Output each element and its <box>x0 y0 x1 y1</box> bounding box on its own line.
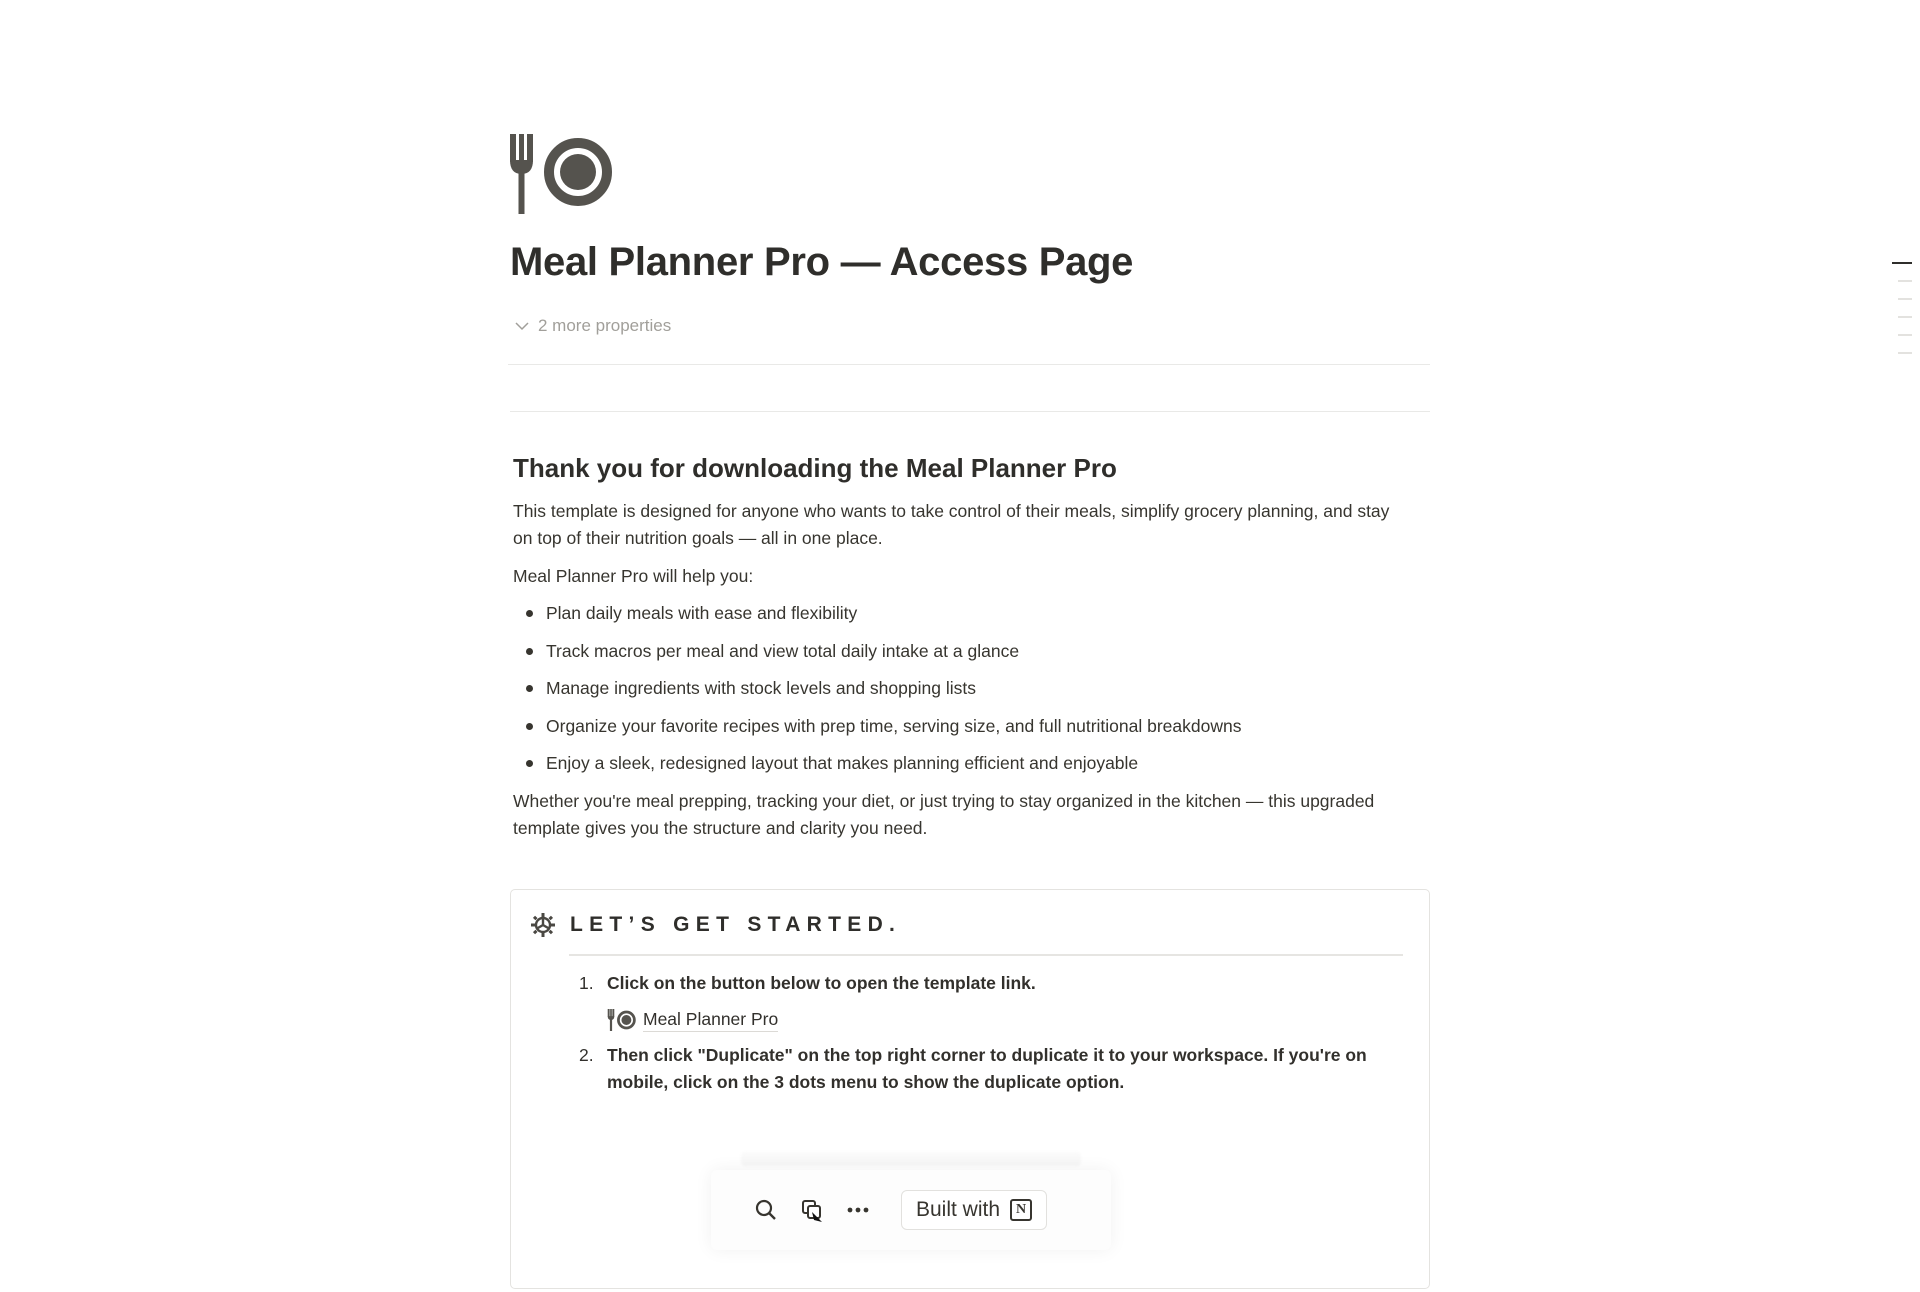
bullet-icon <box>526 723 533 730</box>
toc-entry[interactable] <box>1898 280 1912 282</box>
step-text: Then click "Duplicate" on the top right corner to duplicate it to your workspace. If you're on mobile, click on the 3 dots menu to show the duplicate option. <box>607 1045 1367 1092</box>
list-item: Manage ingredients with stock levels and shopping lists <box>513 675 1241 713</box>
screenshot-toolbar <box>711 1170 1111 1250</box>
template-link[interactable] <box>607 1007 1399 1032</box>
features-list <box>513 600 1241 788</box>
search-icon <box>754 1198 778 1222</box>
bullet-icon <box>526 610 533 617</box>
bullet-icon <box>526 685 533 692</box>
more-properties-toggle[interactable] <box>514 316 671 336</box>
callout-title: LET’S GET STARTED. <box>570 913 902 936</box>
more-dots-icon <box>846 1198 870 1222</box>
step-number: 1. <box>579 973 594 993</box>
chevron-down-icon <box>514 318 530 334</box>
properties-divider <box>508 364 1430 365</box>
screenshot-icons <box>754 1198 870 1222</box>
fork-and-plate-icon <box>607 1009 637 1031</box>
built-with-button: Built with N <box>901 1190 1047 1230</box>
intro-heading: Thank you for downloading the Meal Planner Pro <box>513 453 1117 483</box>
getting-started-callout <box>510 889 1430 1289</box>
page-title[interactable]: Meal Planner Pro — Access Page <box>510 240 1134 284</box>
fork-and-plate-icon[interactable] <box>510 134 614 214</box>
step-item <box>579 970 1399 1032</box>
duplicate-icon <box>800 1198 824 1222</box>
step-text: Click on the button below to open the template link. <box>607 973 1036 993</box>
bullet-icon <box>526 648 533 655</box>
bullet-icon <box>526 760 533 767</box>
table-of-contents-rail[interactable] <box>1892 262 1916 370</box>
toc-entry[interactable] <box>1898 316 1912 318</box>
steps-list <box>579 970 1399 1096</box>
toc-entry[interactable] <box>1898 352 1912 354</box>
list-item: Organize your favorite recipes with prep time, serving size, and full nutritional breakdowns <box>513 713 1241 751</box>
list-item: Track macros per meal and view total daily intake at a glance <box>513 638 1241 676</box>
list-item: Enjoy a sleek, redesigned layout that makes planning efficient and enjoyable <box>513 750 1241 788</box>
callout-header <box>530 912 901 938</box>
gear-icon <box>530 912 556 938</box>
toc-entry[interactable] <box>1892 262 1912 264</box>
list-item: Plan daily meals with ease and flexibility <box>513 600 1241 638</box>
notion-logo-icon: N <box>1010 1199 1032 1221</box>
toc-entry[interactable] <box>1898 334 1912 336</box>
closing-paragraph: Whether you're meal prepping, tracking your diet, or just trying to stay organized in the kitchen — this upgraded template gives you the structure and clarity you need. <box>513 791 1375 838</box>
more-properties-label: 2 more properties <box>538 316 672 335</box>
screenshot-topbar <box>741 1152 1081 1166</box>
step-item <box>579 1042 1399 1096</box>
callout-divider <box>569 954 1403 956</box>
step-number: 2. <box>579 1045 594 1065</box>
section-divider <box>510 411 1430 412</box>
template-link-label: Meal Planner Pro <box>643 1007 778 1032</box>
lead-in-text: Meal Planner Pro will help you: <box>513 566 754 586</box>
toc-entry[interactable] <box>1898 298 1912 300</box>
intro-paragraph: This template is designed for anyone who wants to take control of their meals, simplify grocery planning, and stay on top of their nutrition goals — all in one place. <box>513 501 1390 548</box>
duplicate-instruction-screenshot <box>711 1152 1111 1292</box>
